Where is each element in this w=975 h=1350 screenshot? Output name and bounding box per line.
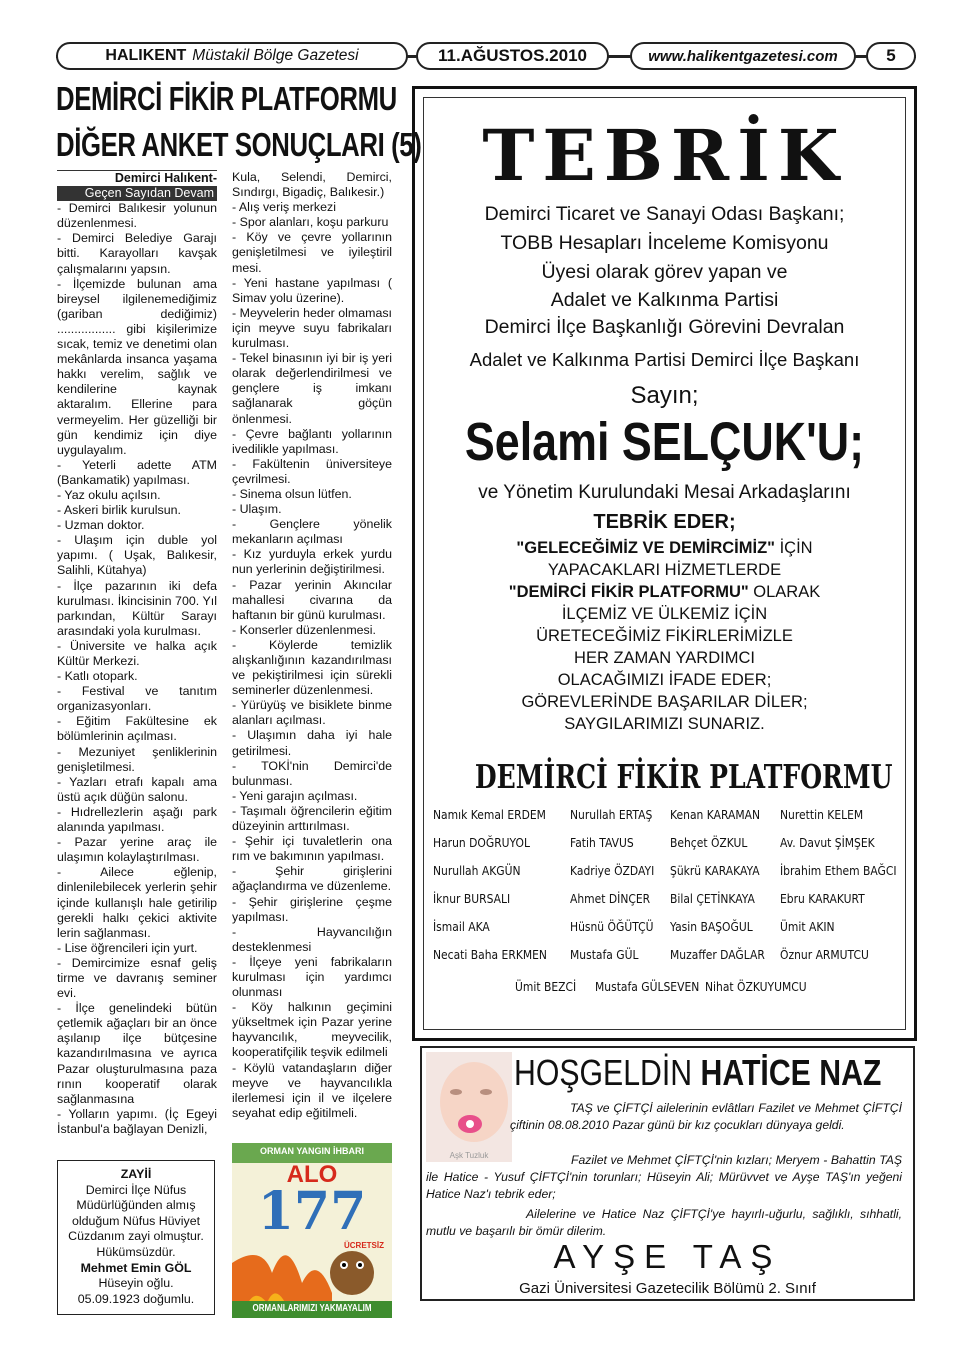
member-name: Ümit AKIN — [780, 919, 835, 934]
wish-line — [415, 693, 914, 712]
article-item: - Ailece eğlenip, dinlenilebilecek yerlerin şehir içinde kullanışlı hale getirilip gerekli halkı çekici aktivite lerin sağlanması. — [57, 865, 217, 940]
baby-photo-image — [426, 1052, 512, 1162]
member-name: Nurullah AKGÜN — [433, 863, 521, 878]
welcome-title-bold: HATİCE NAZ — [700, 1052, 882, 1093]
wish-text: YAPACAKLARI HİZMETLERDE — [547, 561, 782, 579]
wish-text: ÜRETECEĞİMİZ FİKİRLERİMİZLE — [536, 627, 793, 645]
article-item: - Taşımalı öğrencilerin eğitim düzeyinin arttırılması. — [232, 803, 392, 834]
article-item: - Ulaşım. — [232, 502, 282, 517]
article-item: - Yazları etrafı kapalı ama üstü açık düğün salonu. — [57, 774, 217, 804]
article-item: - Eğitim Fakültesine ek bölümlerinin açılması. — [57, 714, 217, 744]
member-name: Bilal ÇETİNKAYA — [670, 891, 755, 906]
article-item: - İlçe genelindeki bütün çetlemik ağaçları bir an önce aşılanıp ilçe bütçesine kazandırılmasına ve ayrıca Pazar oluşturulmasına paza rının kooperatif olarak sağlanmasına — [57, 1001, 217, 1106]
author-info: Gazi Üniversitesi Gazetecilik Bölümü 2. Sınıf — [519, 1280, 816, 1297]
wish-line — [415, 649, 914, 668]
member-name: Mustafa GÜLSEVEN — [595, 979, 700, 994]
article-item: - Tekel binasının iyi bir iş yeri olarak değerlendirilmesi ve gençlere iş imkanı sağlanarak göçün önlenmesi. — [232, 351, 392, 426]
member-name: Nurullah ERTAŞ — [570, 807, 653, 822]
article-item: - Ulaşım için duble yol yapımı. ( Uşak, Balıkesir, Salihli, Kütahya) — [57, 533, 217, 578]
platform-title: DEMİRCİ FİKİR PLATFORMU — [474, 757, 893, 796]
article-item: - Yürüyüş ve bisiklete binme alanları açılması. — [232, 698, 392, 728]
article-item: - Gençlere yönelik mekanların açılması — [232, 517, 392, 547]
tebrik-title: TEBRİK — [482, 114, 847, 197]
member-name: Fatih TAVUS — [570, 835, 634, 850]
notice-line: Demirci İlçe Nüfus — [85, 1182, 187, 1197]
notice-line: olduğum Nüfus Hüviyet — [71, 1213, 201, 1228]
member-name: İbrahim Ethem BAĞCI — [780, 863, 897, 878]
tebrik-sayin: Sayın; — [630, 382, 699, 409]
member-name: Ahmet DİNÇER — [570, 891, 651, 906]
article-column-2 — [232, 170, 392, 1121]
article-item: - Pazar yerinin Akıncılar mahallesi civarına da haftanın bir günü kurulması. — [232, 577, 392, 622]
wish-bold: "GELECEĞİMİZ VE DEMİRCİMİZ" — [516, 539, 775, 557]
wish-text: GÖREVLERİNDE BAŞARILAR DİLER; — [521, 693, 808, 711]
tebrik-eder: TEBRİK EDER; — [593, 511, 736, 533]
paper-name: HALIKENT — [105, 47, 187, 64]
article-item: - Köy ve çevre yollarının genişletilmesi ve iyileştiril mesi. — [232, 230, 392, 275]
column-2-text — [232, 170, 392, 1121]
wish-line — [415, 561, 914, 580]
article-item: - Yaz okulu açılsın. — [57, 487, 161, 502]
tebrik-party-line: Adalet ve Kalkınma Partisi Demirci İlçe Başkanı — [469, 349, 860, 370]
article-item: - İlçe pazarının iki defa kurulması. İkincisinin 700. Yıl parkından, Kültür Sarayı arasındaki yola kurulması. — [57, 578, 217, 638]
column-1-text — [57, 201, 217, 1137]
wish-line — [415, 583, 914, 602]
article-item: - Mezuniyet şenliklerinin genişletilmesi. — [57, 744, 217, 774]
member-name: Harun DOĞRUYOL — [433, 835, 530, 850]
welcome-paragraph-2: Fazilet ve Mehmet ÇİFTÇİ'nin kızları; Meryem - Bahattin TAŞ ile Hatice - Yusuf ÇİFTÇİ'nin torunları; Hüseyin Ali; Mürüvvet ve Ayşe TAŞ'ın yeğeni Hatice Naz'ı tebrik eder; — [426, 1153, 902, 1201]
tebrik-line: Adalet ve Kalkınma Partisi — [550, 289, 779, 311]
article-item: - Şehir girişlerini ağaçlandırma ve düzenleme. — [232, 864, 392, 894]
article-item: - Kız yurduyla erkek yurdu nun yerlerinin değiştirilmesi. — [232, 547, 392, 577]
article-item: - TOKİ'nin Demirci'de bulunması. — [232, 758, 392, 788]
wish-line — [415, 605, 914, 624]
article-item: - Yolların yapımı. (İç Egeyi İstanbul'a bağlayan Denizli, — [57, 1106, 217, 1136]
member-name: Yasin BAŞOĞUL — [670, 919, 753, 934]
article-item: - Köylerde temizlik alışkanlığının kazandırılması ve pekiştirilmesi için sürekli seminerler düzenlenmesi. — [232, 637, 392, 698]
wish-line — [415, 715, 914, 734]
tebrik-staff-line: ve Yönetim Kurulundaki Mesai Arkadaşlarını — [478, 482, 851, 503]
article-item: - Demircimize esnaf geliş tirme ve davranış seminer evi. — [57, 955, 217, 1001]
wish-text: HER ZAMAN YARDIMCI — [574, 649, 755, 667]
article-item: - Sinema olsun lütfen. — [232, 486, 352, 501]
article-item: - Çevre bağlantı yollarının ivedilikle yapılması. — [232, 426, 392, 456]
photo-caption: Aşk Tuzluk — [449, 1151, 489, 1160]
wish-text: OLARAK — [748, 583, 821, 601]
article-item: - Şehir içi tuvaletlerin ona rım ve bakımının yapılması. — [232, 834, 392, 864]
article-item: - Katlı otopark. — [57, 669, 138, 684]
wish-line — [415, 671, 914, 690]
wish-text: İLÇEMİZ VE ÜLKEMİZ İÇİN — [561, 605, 768, 623]
fire-ad-free: ÜCRETSİZ — [344, 1241, 384, 1250]
notice-line: Cüzdanım zayi olmuştur. — [68, 1229, 204, 1244]
author-name: AYŞE TAŞ — [553, 1238, 782, 1275]
member-name: Ebru KARAKURT — [780, 891, 865, 906]
welcome-paragraph-1: TAŞ ve ÇİFTÇİ ailelerinin evlâtları Fazilet ve Mehmet ÇİFTÇİ çiftinin 08.08.2010 Pazar günü bir kız çocukları dünyaya geldi. — [510, 1101, 902, 1132]
member-name: Öznur ARMUTCU — [780, 947, 869, 962]
headline-line-1: DEMİRCİ FİKİR PLATFORMU — [56, 80, 397, 117]
notice-line: Hükümsüzdür. — [96, 1244, 176, 1259]
article-item: - İlçemizde bulunan ama bireysel ilgilenemediğimiz (gariban dediğimiz) ................. gibi kişilerimize sıcak, temiz ve denetimi olan mekânlarda insanca yaşama hakkı verelim, sağlık ve kendilerine kaynak aktaralım. Ellerine para vermeyelim. Her güzelliği bir gün kendimiz için diye uygulayalım. — [57, 276, 217, 457]
article-item: - Festival ve tanıtım organizasyonları. — [57, 684, 217, 714]
congratulation-ad — [412, 86, 917, 1041]
article-item: - Spor alanları, koşu parkuru — [232, 215, 389, 230]
article-item: - Şehir girişlerine çeşme yapılması. — [232, 894, 392, 924]
article-item: - Yeterli adette ATM (Bankamatik) yapılması. — [57, 457, 217, 487]
article-item: - Askeri birlik kurulsun. — [57, 503, 181, 518]
member-name: Hüsnü ÖĞÜTÇÜ — [570, 919, 654, 934]
article-item: - Köylü vatandaşların diğer meyve ve hayvancılıkla ilerlemesi için il ve ilçelere seyahat edip eğitilmeli. — [232, 1060, 392, 1120]
article-item: - Hıdrellezlerin aşağı park alanında yapılması. — [57, 804, 217, 835]
fire-ad-number: 177 — [257, 1181, 367, 1242]
article-item: - Pazar yerine araç ile ulaşımın kolaylaştırılması. — [57, 835, 217, 865]
wish-bold: "DEMİRCİ FİKİR PLATFORMU" — [508, 583, 749, 601]
article-item: - Yeni garajın açılması. — [232, 788, 358, 803]
notice-father: Hüseyin oğlu. — [98, 1276, 174, 1291]
article-item: - Demirci Balıkesir yolunun düzenlenmesi. — [57, 201, 217, 231]
article-item: - Hayvancılığın desteklenmesi — [232, 924, 392, 954]
article-item: - Demirci Belediye Garajı bitti. Karayolları kavşak çalışmalarını yapsın. — [57, 231, 217, 276]
member-name: Behçet ÖZKUL — [670, 835, 748, 850]
issue-date: 11.AĞUSTOS.2010 — [416, 42, 609, 70]
forest-fire-ad — [232, 1143, 392, 1318]
fire-ad-alo: ALO — [286, 1161, 338, 1188]
wish-text: SAYGILARIMIZI SUNARIZ. — [564, 715, 765, 733]
article-item: - Konserler düzenlenmesi. — [232, 622, 376, 637]
article-column-1 — [57, 170, 217, 1137]
article-item: - Lise öğrencileri için yurt. — [57, 940, 198, 955]
member-name: Namık Kemal ERDEM — [433, 807, 546, 822]
member-name: Av. Davut ŞİMŞEK — [780, 835, 875, 850]
article-item: - Uzman doktor. — [57, 518, 145, 533]
member-name: Nurettin KELEM — [780, 807, 864, 822]
article-item: - Yeni hastane yapılması ( Simav yolu üzerine). — [232, 275, 392, 305]
tebrik-line: TOBB Hesapları İnceleme Komisyonu — [500, 232, 829, 254]
member-name: İknur BURSALI — [433, 891, 511, 906]
welcome-title — [514, 1052, 881, 1094]
notice-birth: 05.09.1923 doğumlu. — [77, 1291, 195, 1306]
tebrik-line: Demirci Ticaret ve Sanayi Odası Başkanı; — [484, 203, 845, 225]
member-name: Ümit BEZCİ — [515, 979, 577, 994]
tebrik-person: Selami SELÇUK'U; — [464, 412, 865, 472]
notice-title: ZAYİİ — [120, 1167, 152, 1181]
article-item: - Köy halkının geçimini yükseltmek için Pazar yerine hayvancılık, meyvecilik, kooperatifçilik teşvik edilmeli — [232, 1000, 392, 1060]
welcome-title-light: HOŞGELDİN — [514, 1052, 693, 1093]
wish-text: OLACAĞIMIZI İFADE EDER; — [557, 671, 772, 689]
tebrik-line: Demirci İlçe Başkanlığı Görevini Devralan — [484, 316, 845, 338]
lost-id-notice — [57, 1160, 215, 1315]
fire-ad-bottom: ORMANLARIMIZI YAKMAYALIM — [252, 1303, 372, 1314]
website-link[interactable]: www.halikentgazetesi.com — [630, 42, 856, 70]
member-name: Kenan KARAMAN — [670, 807, 761, 822]
member-name: Kadriye ÖZDAYI — [570, 863, 655, 878]
article-item: - İlçeye yeni fabrikaların kurulması için yardımcı olunması — [232, 954, 392, 1000]
continued-label: Geçen Sayıdan Devam — [57, 186, 217, 201]
member-name: Nihat ÖZKUYUMCU — [705, 979, 807, 994]
article-item: Kula, Selendi, Demirci, Sındırgı, Bigadiç, Balıkesir.) — [232, 170, 392, 200]
welcome-baby-ad — [420, 1046, 915, 1301]
paper-subtitle: Müstakil Bölge Gazetesi — [192, 47, 359, 64]
member-name: Şükrü KARAKAYA — [670, 863, 760, 878]
welcome-paragraph-3: Ailelerine ve Hatice Naz ÇİFTÇİ'ye hayırlı-uğurlu, sağlıklı, sıhhatli, mutlu ve başarılı bir ömür dilerim. — [426, 1207, 902, 1238]
fire-ad-top: ORMAN YANGIN İHBARI — [259, 1146, 364, 1156]
article-item: - Meyvelerin heder olmaması için meyve suyu fabrikaları kurulması. — [232, 305, 392, 351]
member-name: Necati Baha ERKMEN — [433, 947, 547, 962]
tebrik-line: Üyesi olarak görev yapan ve — [541, 261, 788, 283]
paper-title-box — [56, 42, 408, 70]
byline: Demirci Halıkent- — [57, 170, 217, 186]
wish-line — [415, 627, 914, 646]
article-item: - Alış veriş merkezi — [232, 200, 336, 215]
notice-line: Müdürlüğünden almış — [76, 1198, 196, 1213]
wish-text: İÇİN — [774, 539, 813, 557]
member-name: Muzaffer DAĞLAR — [670, 947, 765, 962]
wish-line — [415, 539, 914, 558]
page-number: 5 — [866, 42, 916, 70]
article-item: - Üniversite ve halka açık Kültür Merkezi. — [57, 638, 217, 668]
article-item: - Fakültenin üniversiteye çevrilmesi. — [232, 456, 392, 486]
notice-name: Mehmet Emin GÖL — [80, 1260, 192, 1275]
article-item: - Ulaşımın daha iyi hale getirilmesi. — [232, 728, 392, 758]
headline-line-2: DİĞER ANKET SONUÇLARI (5) — [56, 126, 422, 163]
member-name: İsmail AKA — [433, 919, 490, 934]
baby-photo — [426, 1052, 512, 1162]
member-name: Mustafa GÜL — [570, 947, 639, 962]
